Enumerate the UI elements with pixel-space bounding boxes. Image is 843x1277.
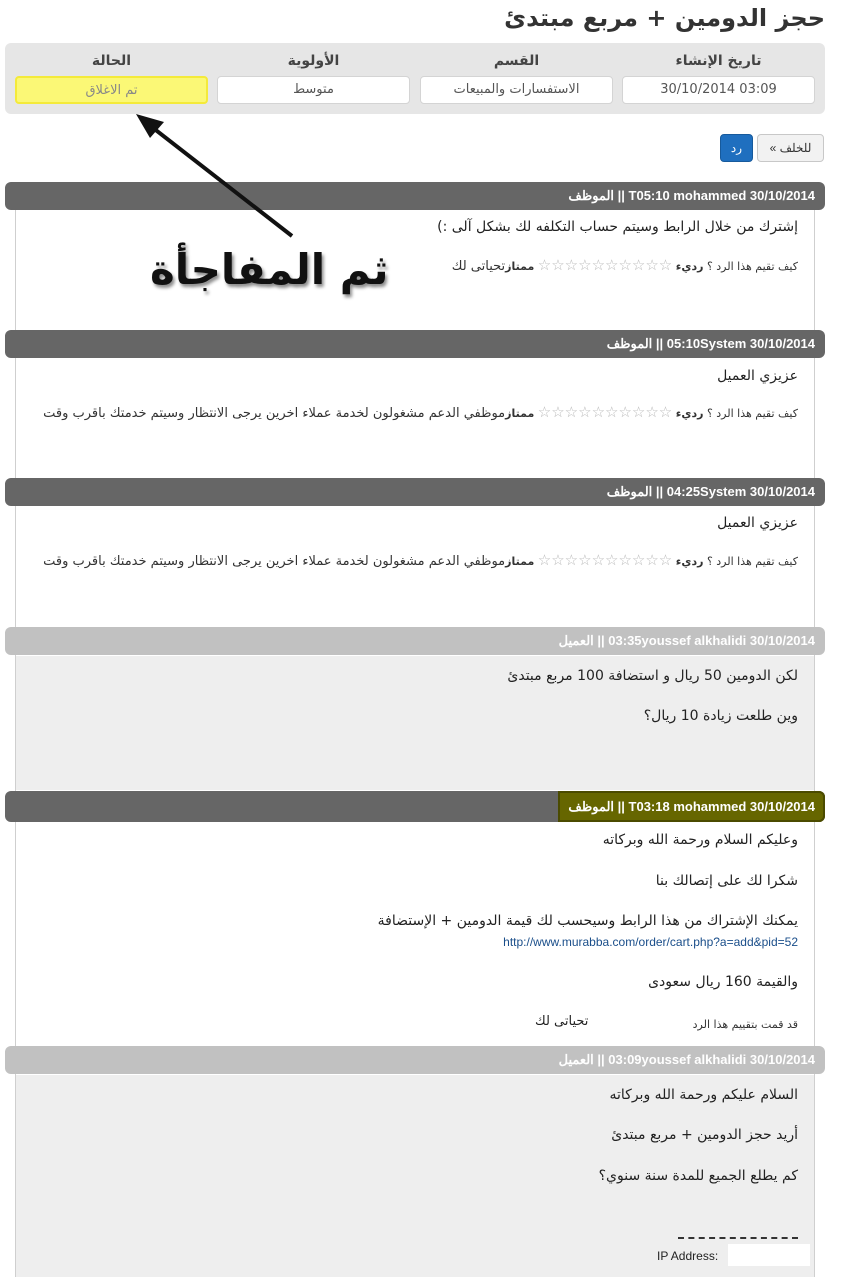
message-line: أريد حجز الدومين + مربع مبتدئ bbox=[611, 1127, 798, 1143]
rating-excellent-label: ممتاز bbox=[505, 407, 535, 420]
message-line: السلام عليكم ورحمة الله وبركاته bbox=[609, 1087, 798, 1103]
message-header: 30/10/2014 05:10System || الموظف bbox=[5, 330, 825, 358]
rated-note: قد قمت بتقييم هذا الرد bbox=[692, 1018, 798, 1031]
order-link[interactable]: http://www.murabba.com/order/cart.php?a=add&pid=52 bbox=[503, 935, 798, 949]
rating-stars[interactable]: ☆☆☆☆☆☆☆☆☆☆ bbox=[537, 256, 673, 274]
rating-bad-label: رديء bbox=[675, 407, 704, 420]
rating-bad-label: رديء bbox=[675, 260, 704, 273]
message-signature: تحياتى لك bbox=[535, 1014, 589, 1029]
ip-address-label: IP Address: bbox=[657, 1249, 719, 1263]
rating-stars[interactable]: ☆☆☆☆☆☆☆☆☆☆ bbox=[537, 403, 673, 421]
message-signature: تحياتى لك bbox=[451, 259, 506, 274]
back-button[interactable]: « للخلف bbox=[757, 134, 824, 162]
priority-value: متوسط bbox=[217, 76, 410, 104]
message-line: كم يطلع الجميع للمدة سنة سنوي؟ bbox=[598, 1168, 798, 1184]
message-line: والقيمة 160 ريال سعودى bbox=[648, 974, 798, 990]
rating-stars[interactable]: ☆☆☆☆☆☆☆☆☆☆ bbox=[537, 551, 673, 569]
rating-question: كيف تقيم هذا الرد ؟ bbox=[706, 555, 798, 568]
rating-excellent-label: ممتاز bbox=[505, 555, 535, 568]
message-line: لكن الدومين 50 ريال و استضافة 100 مربع مبتدئ bbox=[507, 668, 798, 684]
annotation-text: ثم المفاجأة bbox=[150, 245, 389, 294]
rating-question: كيف تقيم هذا الرد ؟ bbox=[706, 260, 798, 273]
message-line: شكرا لك على إتصالك بنا bbox=[655, 873, 798, 889]
message-header: 30/10/2014 03:09youssef alkhalidi || العميل bbox=[5, 1046, 825, 1074]
rating-excellent-label: ممتاز bbox=[505, 260, 535, 273]
page-title: حجز الدومين + مربع مبتدئ bbox=[504, 4, 825, 32]
message-line: عزيزي العميل bbox=[717, 515, 798, 531]
message-line: يمكنك الإشتراك من هذا الرابط وسيحسب لك قيمة الدومين + الإستضافة bbox=[377, 913, 798, 929]
message-signature: موظفي الدعم مشغولون لخدمة عملاء اخرين يرجى الانتظار وسيتم خدمتك باقرب وقت bbox=[43, 406, 506, 421]
rating-question: كيف تقيم هذا الرد ؟ bbox=[706, 407, 798, 420]
message-header: 30/10/2014 03:35youssef alkhalidi || العميل bbox=[5, 627, 825, 655]
arrow-shaft bbox=[148, 124, 292, 236]
message-header: 30/10/2014 04:25System || الموظف bbox=[5, 478, 825, 506]
status-label: الحالة bbox=[91, 53, 132, 69]
message-line: وعليكم السلام ورحمة الله وبركاته bbox=[602, 832, 798, 848]
message-line: إشترك من خلال الرابط وسيتم حساب التكلفه لك بشكل آلى :) bbox=[437, 219, 798, 235]
highlighted-header-text: 30/10/2014 T03:18 mohammed || الموظف bbox=[558, 791, 825, 822]
message-line: عزيزي العميل bbox=[717, 368, 798, 384]
rating-bad-label: رديء bbox=[675, 555, 704, 568]
status-badge: تم الاغلاق bbox=[15, 76, 208, 104]
created-value: 30/10/2014 03:09 bbox=[622, 76, 815, 104]
department-label: القسم bbox=[493, 53, 540, 69]
priority-label: الأولوية bbox=[287, 53, 340, 69]
created-label: تاريخ الإنشاء bbox=[675, 53, 762, 69]
message-header: 30/10/2014 T05:10 mohammed || الموظف bbox=[5, 182, 825, 210]
message-line: وين طلعت زيادة 10 ريال؟ bbox=[643, 708, 798, 724]
department-value: الاستفسارات والمبيعات bbox=[420, 76, 613, 104]
reply-button[interactable]: رد bbox=[720, 134, 753, 162]
message-signature: موظفي الدعم مشغولون لخدمة عملاء اخرين يرجى الانتظار وسيتم خدمتك باقرب وقت bbox=[43, 554, 506, 569]
